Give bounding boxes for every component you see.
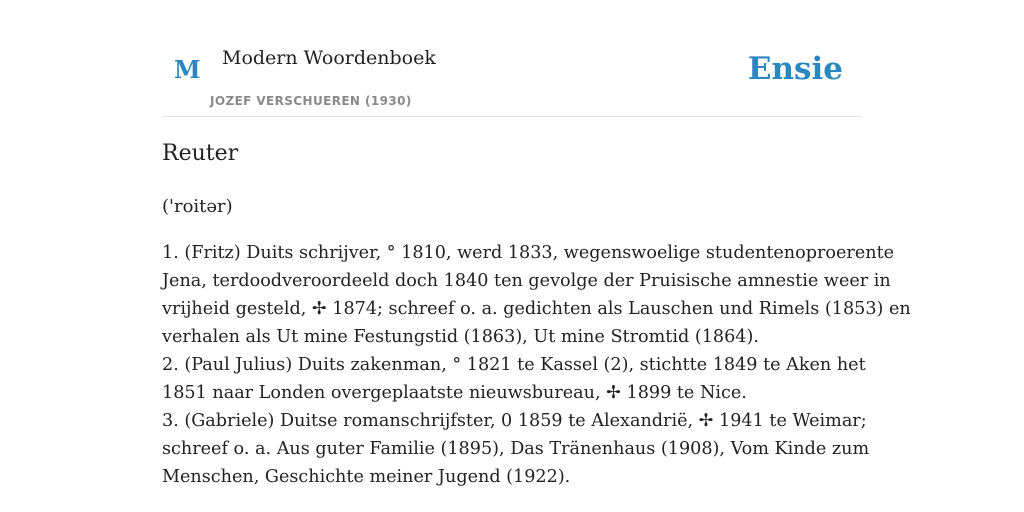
definition-line: verhalen als Ut mine Festungstid (1863), Ut mine Stromtid (1864). (162, 327, 759, 347)
entry-pronunciation: ('roitər) (162, 196, 233, 217)
definition-line: Jena, terdoodveroordeeld doch 1840 ten gevolge der Pruisische amnestie weer in (162, 271, 891, 291)
book-title-link[interactable]: Modern Woordenboek (222, 47, 436, 69)
definition-line: 2. (Paul Julius) Duits zakenman, ° 1821 te Kassel (2), stichtte 1849 te Aken het (162, 355, 866, 375)
definition-line: 1851 naar Londen overgeplaatste nieuwsbureau, ✢ 1899 te Nice. (162, 383, 747, 403)
book-author: JOZEF VERSCHUEREN (1930) (210, 94, 412, 108)
definition-line: vrijheid gesteld, ✢ 1874; schreef o. a. gedichten als Lauschen und Rimels (1853) en (162, 299, 911, 319)
entry-definition (162, 239, 911, 491)
definition-line: 1. (Fritz) Duits schrijver, ° 1810, werd 1833, wegenswoelige studentenoproerente (162, 243, 895, 263)
definition-line: schreef o. a. Aus guter Familie (1895), Das Tränenhaus (1908), Vom Kinde zum (162, 439, 870, 459)
ensie-logo[interactable]: Ensie (747, 51, 843, 87)
book-logo[interactable]: M (174, 55, 201, 84)
page-header (162, 0, 862, 117)
definition-line: Menschen, Geschichte meiner Jugend (1922). (162, 467, 571, 487)
entry-title: Reuter (162, 141, 239, 166)
definition-line: 3. (Gabriele) Duitse romanschrijfster, 0 1859 te Alexandrië, ✢ 1941 te Weimar; (162, 411, 867, 431)
